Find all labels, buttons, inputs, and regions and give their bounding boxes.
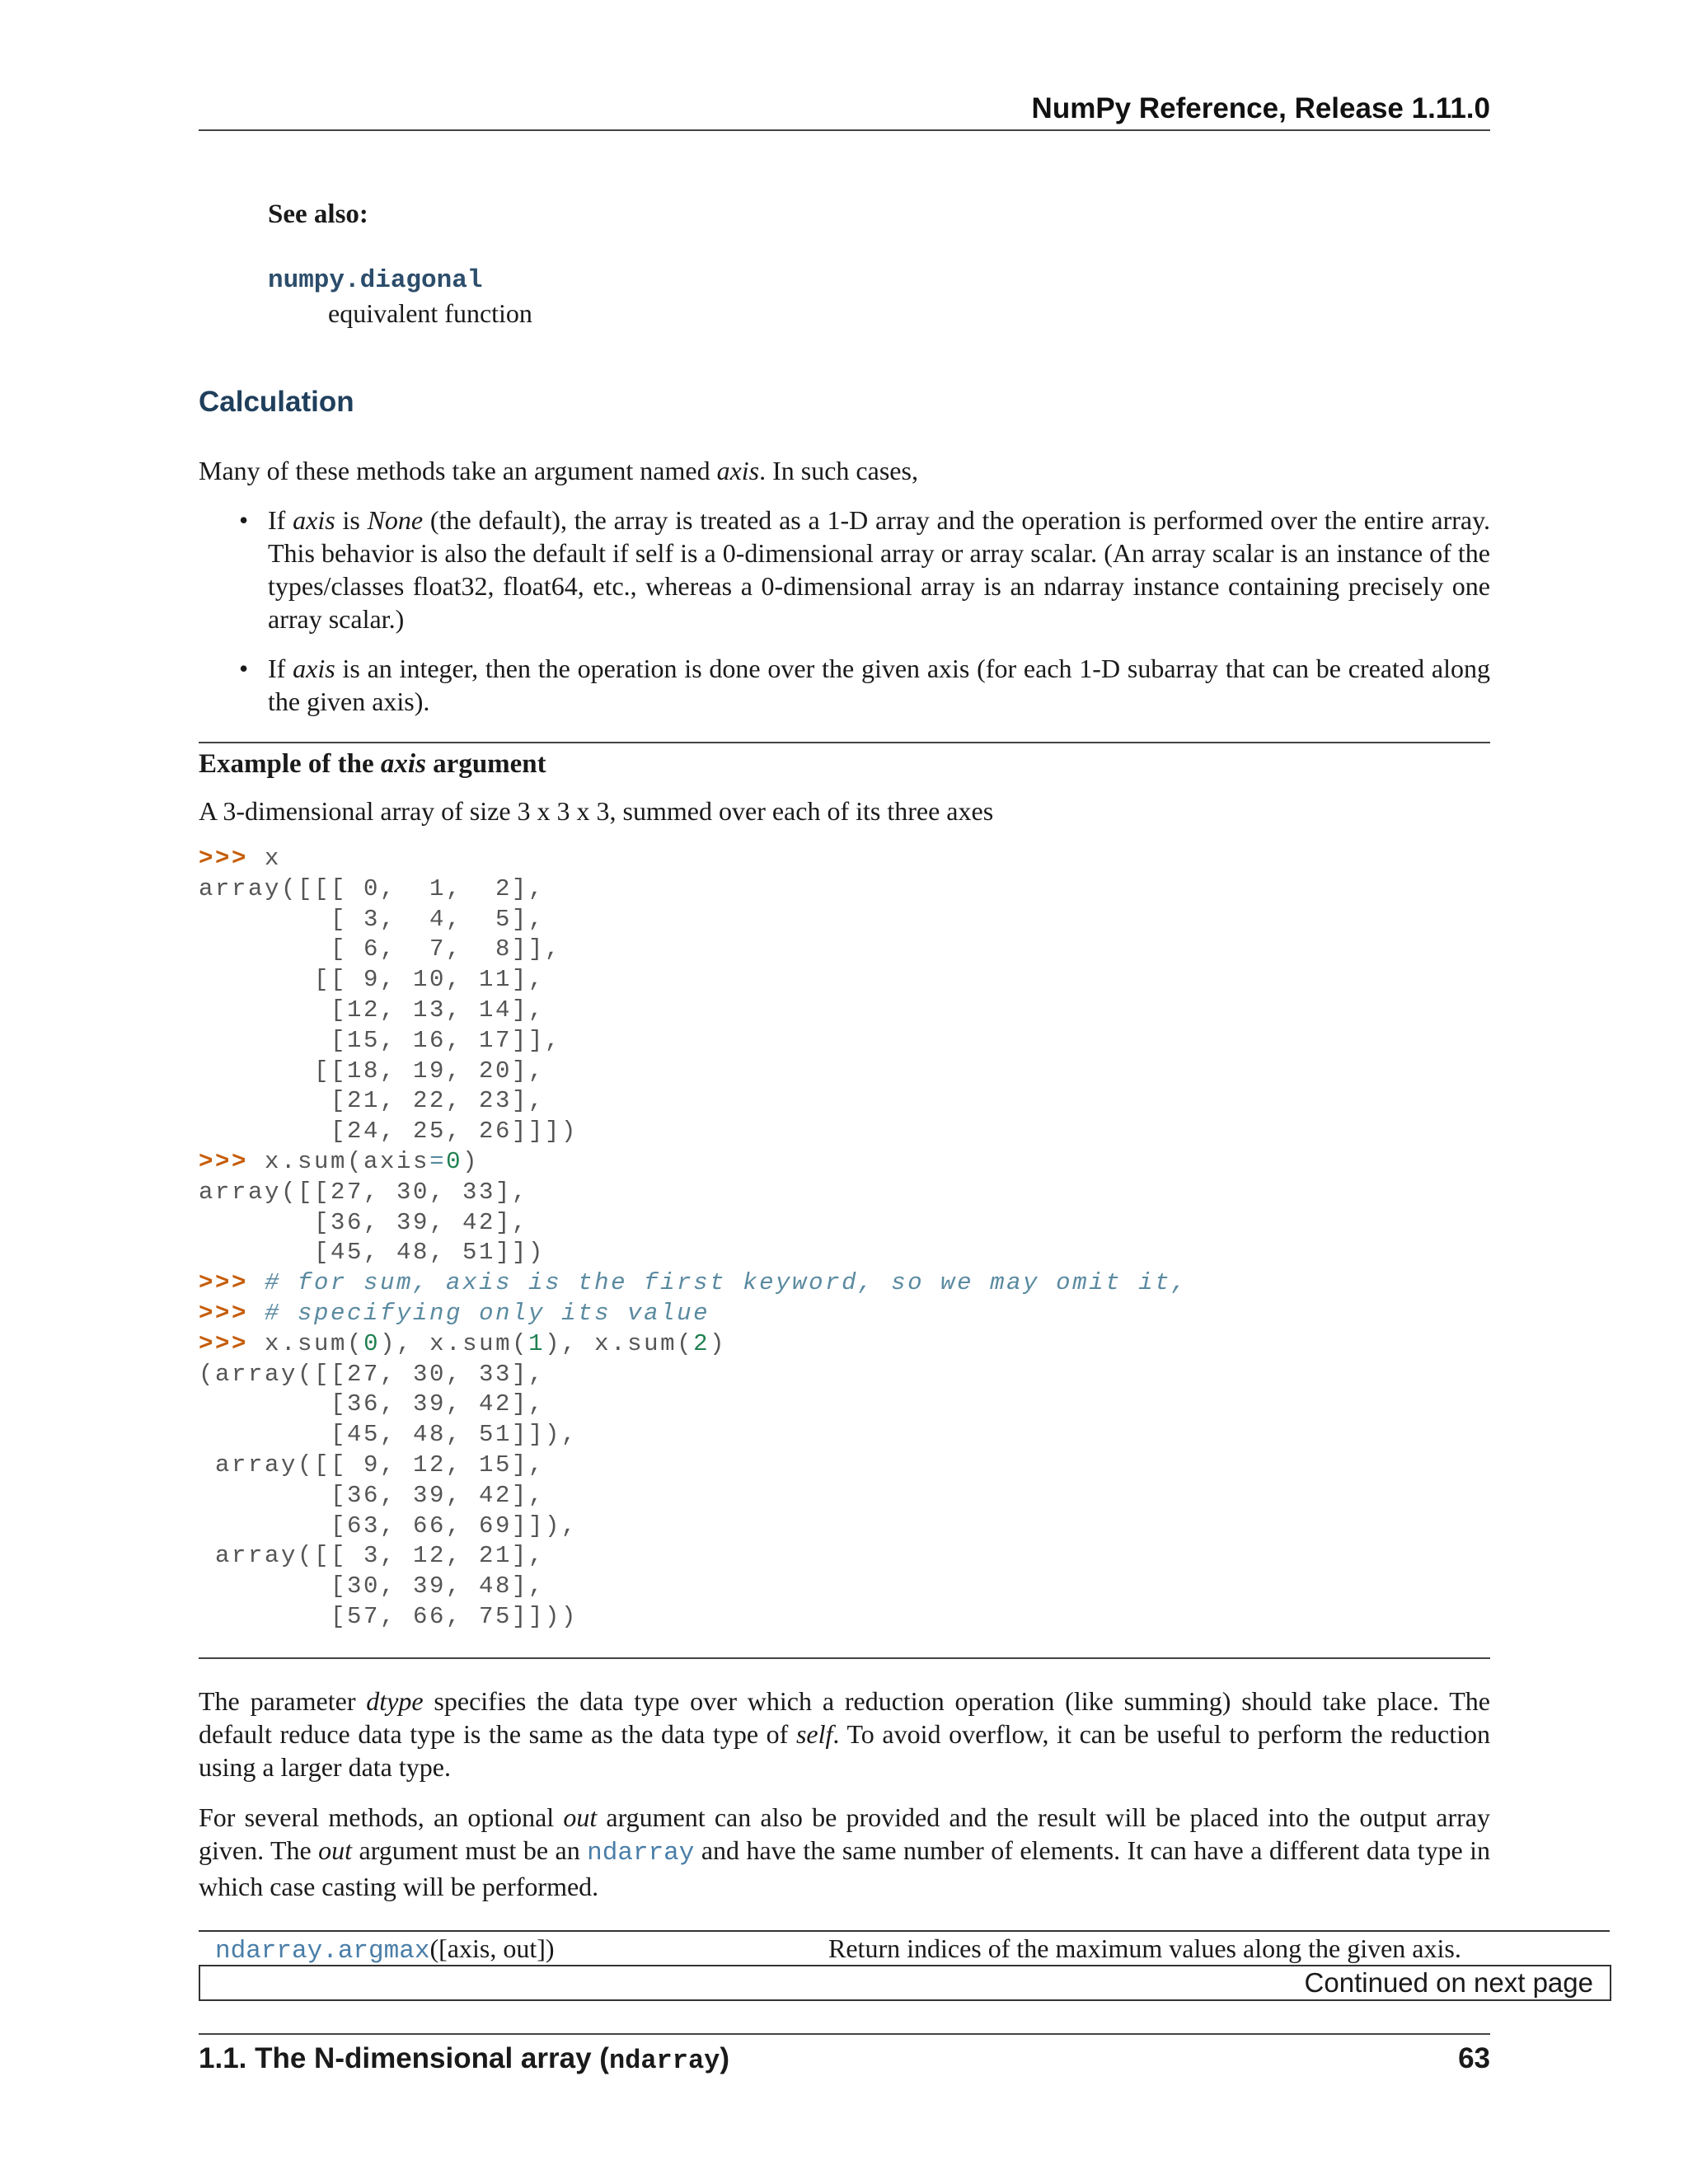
header-rule <box>199 129 1490 131</box>
code-output-line: [12, 13, 14], <box>199 996 546 1024</box>
code-comment: # for sum, axis is the first keyword, so we may omit it, <box>265 1269 1189 1297</box>
code-output-line: [36, 39, 42], <box>199 1390 546 1418</box>
code-block: >>> x array([[[ 0, 1, 2], [ 3, 4, 5], [ 6, 7, 8]], [[ 9, 10, 11], [12, 13, 14], [15, 16, 17]], [[18, 19, 20], [21, 22, 23], [24, 25, 26]]]) >>> x.sum(axis=0) array([[27, 30, 33], [36, 39, 42], [45, 48, 51]]) >>> # for sum, axis is the first keyword, so we may omit it, >>> # specifying only its value >>> x.sum(0), x.sum(1), x.sum(2) (array([[27, 30, 33], [36, 39, 42], [45, 48, 51]]), array([[ 9, 12, 15], [36, 39, 42], [63, 66, 69]]), array([[ 3, 12, 21], [30, 39, 48], [57, 66, 75]])) <box>199 845 1189 1630</box>
code-output-line: [ 6, 7, 8]], <box>199 935 562 963</box>
code-output-line: array([[ 3, 12, 21], <box>199 1542 546 1570</box>
code-output-line: [45, 48, 51]]), <box>199 1421 579 1449</box>
code-output-line: array([[[ 0, 1, 2], <box>199 874 546 902</box>
continued-box <box>199 1965 1611 2001</box>
see-also-link[interactable]: numpy.diagonal <box>268 266 483 295</box>
footer-rule <box>199 2033 1490 2035</box>
code-output-line: [24, 25, 26]]]) <box>199 1118 579 1146</box>
description-cell: Return indices of the maximum values along the given axis. <box>828 1933 1461 1963</box>
footer-section-title: 1.1. The N-dimensional array (ndarray) <box>199 2042 730 2076</box>
ndarray-link[interactable]: ndarray <box>587 1839 695 1868</box>
see-also-description: equivalent function <box>328 298 532 328</box>
code-output-line: array([[27, 30, 33], <box>199 1178 529 1206</box>
continued-label: Continued on next page <box>1304 1967 1593 1998</box>
code-output-line: [15, 16, 17]], <box>199 1026 562 1054</box>
code-output-line: [21, 22, 23], <box>199 1087 546 1115</box>
table-row <box>199 1930 1610 1965</box>
see-also-title: See also: <box>268 199 368 229</box>
code-output-line: [36, 39, 42], <box>199 1481 546 1509</box>
method-cell: ndarray.argmax([axis, out]) <box>215 1933 555 1966</box>
code-output-line: [[ 9, 10, 11], <box>199 966 546 994</box>
code-output-line: (array([[27, 30, 33], <box>199 1360 546 1388</box>
bullet-icon: • <box>239 505 249 535</box>
running-header: NumPy Reference, Release 1.11.0 <box>1031 92 1490 124</box>
section-heading: Calculation <box>199 386 354 418</box>
code-output-line: [ 3, 4, 5], <box>199 905 546 933</box>
example-bottom-rule <box>199 1657 1490 1659</box>
out-paragraph: For several methods, an optional out argument can also be provided and the result will be placed into the output array given. The out argument must be an ndarray and have the same number of elements. It can have a different data type in which case casting will be performed. <box>199 1802 1491 1901</box>
code-output-line: [45, 48, 51]]) <box>199 1239 546 1267</box>
code-output-line: array([[ 9, 12, 15], <box>199 1451 546 1479</box>
list-item: • If axis is an integer, then the operation is done over the given axis (for each 1-D subarray that can be created along the given axis). <box>239 654 1491 716</box>
code-output-line: [36, 39, 42], <box>199 1208 529 1236</box>
code-comment: # specifying only its value <box>265 1299 710 1327</box>
example-title: Example of the axis argument <box>199 749 546 779</box>
bullet-icon: • <box>239 654 249 683</box>
dtype-paragraph: The parameter dtype specifies the data type over which a reduction operation (like summing) should take place. The default reduce data type is the same as the data type of self. To avoid overflow, it can be useful to perform the reduction using a larger data type. <box>199 1686 1491 1782</box>
code-output-line: [63, 66, 69]]), <box>199 1511 579 1540</box>
list-item: • If axis is None (the default), the array is treated as a 1-D array and the operation is performed over the entire array. This behavior is also the default if self is a 0-dimensional array or array scalar. (An array scalar is an instance of the types/classes float32, float64, etc., whereas a 0-dimensional array is an ndarray instance containing precisely one array scalar.) <box>239 505 1491 634</box>
example-top-rule <box>199 742 1490 743</box>
page-number: 63 <box>1458 2042 1490 2074</box>
method-link[interactable]: ndarray.argmax <box>215 1937 430 1966</box>
example-description: A 3-dimensional array of size 3 x 3 x 3, summed over each of its three axes <box>199 796 994 826</box>
calculation-intro: Many of these methods take an argument named axis. In such cases, <box>199 456 918 485</box>
code-output-line: [57, 66, 75]])) <box>199 1602 579 1630</box>
code-output-line: [[18, 19, 20], <box>199 1057 546 1085</box>
code-output-line: [30, 39, 48], <box>199 1572 546 1601</box>
